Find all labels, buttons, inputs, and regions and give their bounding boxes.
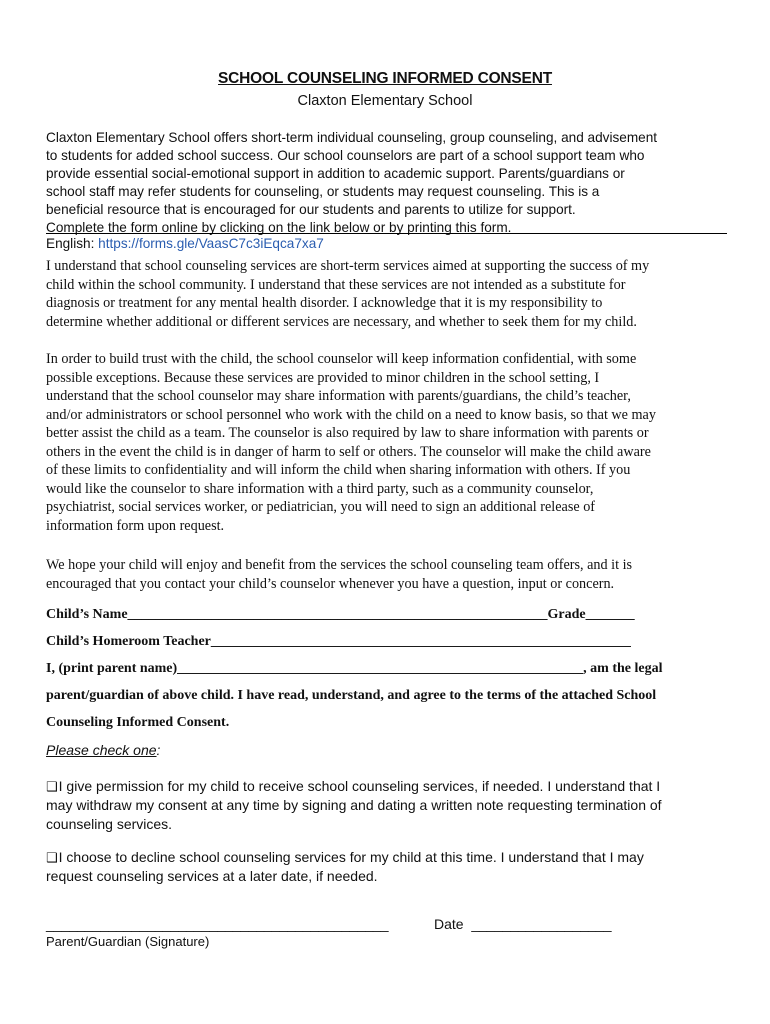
english-label: English: <box>46 236 99 251</box>
date-field[interactable] <box>434 916 612 932</box>
option-text: counseling services. <box>46 816 173 832</box>
date-line[interactable]: __________________ <box>471 916 612 932</box>
paragraph-line: others in the event the child is in danger of harm to self or others. The counselor will make the child aware <box>46 443 651 460</box>
english-form-link[interactable]: https://forms.gle/VaasC7c3iEqca7xa7 <box>98 236 324 251</box>
page-title: SCHOOL COUNSELING INFORMED CONSENT <box>218 70 552 87</box>
option-text: I choose to decline school counseling services for my child at this time. I understand that I may <box>58 849 644 865</box>
paragraph-line: child within the school community. I understand that these services are not intended as a substitute for <box>46 276 626 293</box>
signature-label: Parent/Guardian (Signature) <box>46 934 210 949</box>
intro-line: school staff may refer students for counseling, or students may request counseling. This is a <box>46 184 600 199</box>
check-one-heading <box>46 742 160 758</box>
paragraph-line: better assist the child as a team. The counselor is also required by law to share information with parents or <box>46 425 649 441</box>
parent-name-field[interactable]: I, (print parent name)__________________________________________________________, am the legal <box>46 661 663 676</box>
closing-paragraph <box>46 556 726 593</box>
paragraph-line: In order to build trust with the child, the school counselor will keep information confidential, with some <box>46 351 637 367</box>
option-text: I give permission for my child to receive school counseling services, if needed. I understand that I <box>58 778 661 794</box>
paragraph-line: and/or administrators or school personnel who work with the child on a need to know basis, so that we may <box>46 406 656 423</box>
checkbox-decline[interactable]: ❑ <box>46 850 58 865</box>
intro-line: beneficial resource that is encouraged for our students and parents to utilize for support. <box>46 202 576 217</box>
paragraph-line: encouraged that you contact your child’s counselor whenever you have a question, input or concern. <box>46 575 615 592</box>
school-name: Claxton Elementary School <box>297 93 473 109</box>
divider <box>46 233 727 234</box>
option-text: request counseling services at a later date, if needed. <box>46 868 378 884</box>
intro-line: to students for added school success. Our school counselors are part of a school support team who <box>46 148 645 163</box>
paragraph-line: We hope your child will enjoy and benefit from the services the school counseling team offers, and it is <box>46 557 633 573</box>
date-label: Date <box>434 916 464 932</box>
signature-line[interactable]: ____________________________________________ <box>46 916 389 932</box>
homeroom-teacher-field[interactable]: Child’s Homeroom Teacher____________________________________________________________ <box>46 634 631 649</box>
paragraph-line: understand that the school counselor may share information with parents/guardians, the child’s teacher, <box>46 388 631 404</box>
paragraph-line: possible exceptions. Because these services are provided to minor children in the school setting, I <box>46 369 600 386</box>
check-one-label: Please check one <box>46 742 157 758</box>
paragraph-line: diagnosis or treatment for any mental health disorder. I acknowledge that it is my responsibility to <box>46 295 603 311</box>
check-one-colon: : <box>156 742 161 758</box>
intro-paragraph <box>46 129 736 237</box>
paragraph-line: would like the counselor to share information with a third party, such as a community counselor, <box>46 480 594 497</box>
paragraph-line: I understand that school counseling services are short-term services aimed at supporting the success of my <box>46 258 650 274</box>
intro-line: Claxton Elementary School offers short-term individual counseling, group counseling, and advisement <box>46 130 658 145</box>
confidentiality-paragraph <box>46 350 726 535</box>
child-name-field[interactable]: Child’s Name____________________________________________________________Grade_______ <box>46 607 635 622</box>
paragraph-line: of these limits to confidentiality and will inform the child when sharing information with others. If you <box>46 462 631 478</box>
guardian-statement-end: Counseling Informed Consent. <box>46 715 230 730</box>
decline-option[interactable] <box>46 848 736 886</box>
understanding-paragraph <box>46 257 726 331</box>
permission-option[interactable] <box>46 777 736 834</box>
paragraph-line: information form upon request. <box>46 517 225 534</box>
option-text: may withdraw my consent at any time by signing and dating a written note requesting termination of <box>46 797 662 813</box>
paragraph-line: determine whether additional or different services are necessary, and whether to seek them for my child. <box>46 313 637 330</box>
paragraph-line: psychiatrist, social services worker, or pediatrician, you will need to sign an additional release of <box>46 499 596 515</box>
english-form-link-row <box>46 236 324 252</box>
intro-line: Complete the form online by clicking on the link below or by printing this form. <box>46 220 512 235</box>
checkbox-permission[interactable]: ❑ <box>46 779 58 794</box>
guardian-statement: parent/guardian of above child. I have read, understand, and agree to the terms of the attached School <box>46 688 657 703</box>
intro-line: provide essential social-emotional support in addition to academic support. Parents/guardians or <box>46 166 625 181</box>
